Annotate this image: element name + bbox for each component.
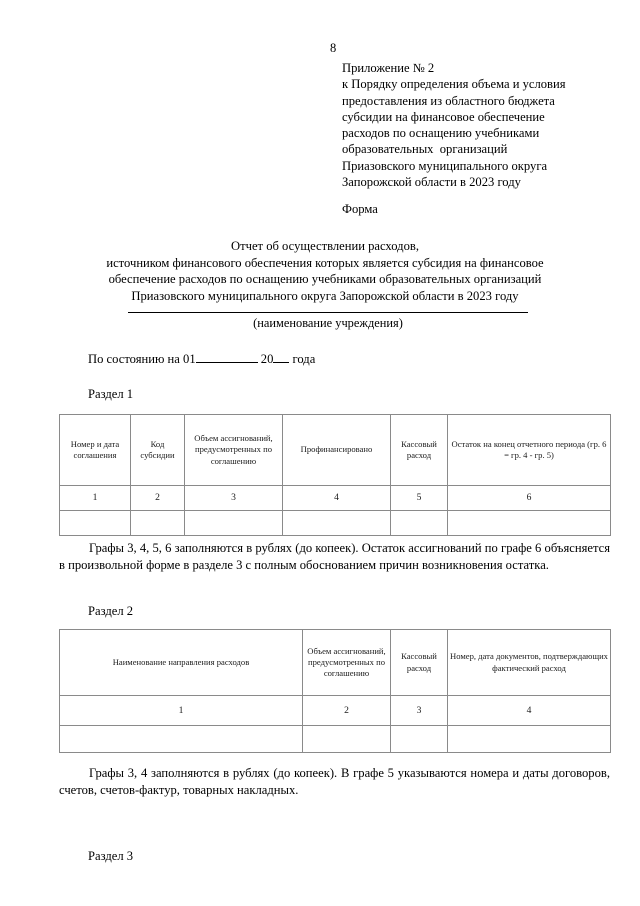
table-1-header-cell-5: Кассовый расход: [391, 415, 448, 486]
table-1-data-cell-5[interactable]: [391, 511, 448, 536]
section-label-razdel-1: Раздел 1: [88, 387, 134, 401]
status-date-suffix: года: [289, 352, 316, 366]
table-1-number-cell-2: 2: [131, 486, 185, 511]
table-1-data-cell-6[interactable]: [448, 511, 611, 536]
table-row[interactable]: [60, 511, 611, 536]
table-2-data-cell-4[interactable]: [448, 726, 611, 753]
document-title-line-2: источником финансового обеспечения которых является субсидия на финансовое: [106, 255, 544, 270]
appendix-line-3: предоставления из областного бюджета: [342, 93, 555, 108]
table-column-numbers-row: [60, 486, 611, 511]
table-1-number-cell-5: 5: [391, 486, 448, 511]
table-1-header-cell-6: Остаток на конец отчетного периода (гр. 6 = гр. 4 - гр. 5): [448, 415, 611, 486]
paragraph-after-table-1-text: Графы 3, 4, 5, 6 заполняются в рублях (до копеек). Остаток ассигнований по графе 6 объясняется в произвольной форме в разделе 3 с полным обоснованием причин возникновения остатка.: [59, 541, 610, 573]
appendix-reference-block: [342, 60, 612, 190]
page-number: 8: [330, 41, 337, 55]
table-1-data-cell-4[interactable]: [283, 511, 391, 536]
appendix-line-5: расходов по оснащению учебниками: [342, 126, 540, 141]
table-row[interactable]: [60, 726, 611, 753]
table-2-header-cell-1: Наименование направления расходов: [60, 630, 303, 696]
table-2-number-cell-4: 4: [448, 696, 611, 726]
table-1-header-cell-2: Код субсидии: [131, 415, 185, 486]
paragraph-after-table-2-text: Графы 3, 4 заполняются в рублях (до копеек). В графе 5 указываются номера и даты договоров, счетов, счетов-фактур, товарных накладных.: [59, 766, 610, 798]
table-2-header-cell-2: Объем ассигнований, предусмотренных по соглашению: [303, 630, 391, 696]
table-2-header-cell-3: Кассовый расход: [391, 630, 448, 696]
status-date-middle: 20: [257, 352, 274, 366]
table-1-number-cell-3: 3: [185, 486, 283, 511]
table-2-number-cell-3: 3: [391, 696, 448, 726]
appendix-line-6: образовательных организаций: [342, 142, 508, 157]
table-1-header-cell-4: Профинансировано: [283, 415, 391, 486]
table-1-data-cell-2[interactable]: [131, 511, 185, 536]
document-title-line-3: обеспечение расходов по оснащению учебниками образовательных организаций: [108, 272, 542, 287]
table-column-numbers-row: [60, 696, 611, 726]
status-date-line: [88, 351, 315, 367]
form-label: Форма: [342, 202, 378, 216]
paragraph-after-table-2: [59, 765, 610, 799]
table-2-header-cell-4: Номер, дата документов, подтверждающих фактический расход: [448, 630, 611, 696]
appendix-line-7: Приазовского муниципального округа: [342, 158, 548, 173]
document-title-line-1: Отчет об осуществлении расходов,: [231, 239, 419, 253]
section-label-razdel-3: Раздел 3: [88, 849, 134, 863]
appendix-line-8: Запорожской области в 2023 году: [342, 175, 521, 190]
document-title-line-4: Приазовского муниципального округа Запорожской области в 2023 году: [131, 288, 519, 303]
table-1-data-cell-3[interactable]: [185, 511, 283, 536]
table-2-number-cell-1: 1: [60, 696, 303, 726]
table-1-number-cell-1: 1: [60, 486, 131, 511]
document-title: [80, 238, 570, 304]
paragraph-after-table-1: [59, 540, 610, 574]
table-2-number-cell-2: 2: [303, 696, 391, 726]
institution-name-caption: (наименование учреждения): [253, 316, 403, 330]
table-razdel-2: [59, 629, 611, 753]
table-1-number-cell-4: 4: [283, 486, 391, 511]
year-blank-field[interactable]: [273, 362, 289, 363]
table-2-data-cell-3[interactable]: [391, 726, 448, 753]
table-1-header-cell-1: Номер и дата соглашения: [60, 415, 131, 486]
appendix-line-1: Приложение № 2: [342, 61, 435, 75]
section-label-razdel-2: Раздел 2: [88, 604, 134, 618]
table-1-data-cell-1[interactable]: [60, 511, 131, 536]
table-header-row: [60, 630, 611, 696]
table-2-data-cell-2[interactable]: [303, 726, 391, 753]
month-blank-field[interactable]: [196, 362, 258, 363]
appendix-line-4: субсидии на финансовое обеспечение: [342, 109, 545, 124]
status-date-prefix: По состоянию на 01: [88, 352, 196, 366]
appendix-line-2: к Порядку определения объема и условия: [342, 77, 566, 92]
table-2-data-cell-1[interactable]: [60, 726, 303, 753]
institution-name-rule: [128, 312, 528, 313]
table-razdel-1: [59, 414, 611, 536]
table-1-header-cell-3: Объем ассигнований, предусмотренных по соглашению: [185, 415, 283, 486]
table-1-number-cell-6: 6: [448, 486, 611, 511]
table-header-row: [60, 415, 611, 486]
